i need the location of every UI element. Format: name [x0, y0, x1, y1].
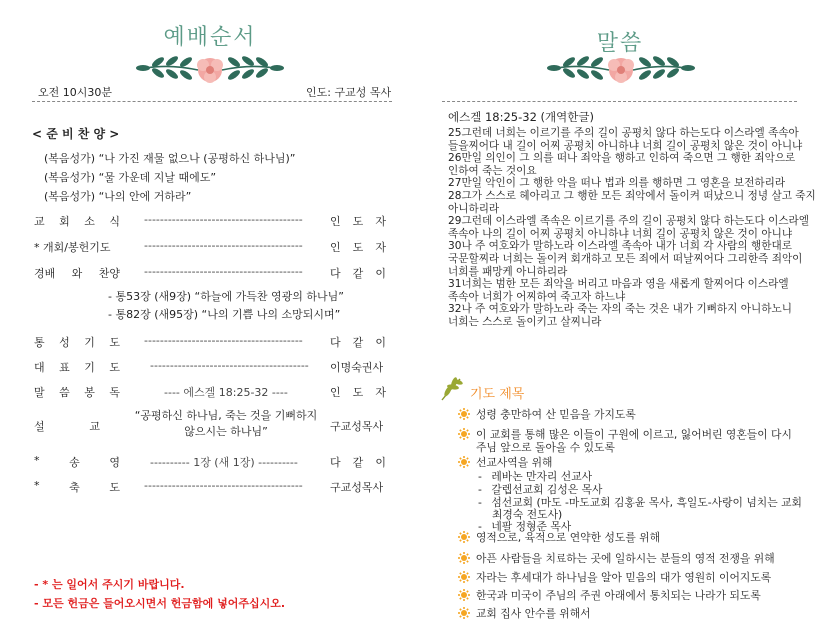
praise-song: (복음성가) “물 가운데 지날 때에도” [44, 171, 217, 184]
verse-line: 인하여 죽는 것이요 [448, 164, 537, 177]
sun-bullet-icon [458, 552, 470, 564]
verse-line: 32나 주 여호와가 말하노라 죽는 자의 죽는 것은 내가 기뻐하지 아니하노니 [448, 303, 792, 316]
verse-line: 너희는 스스로 돌이키고 살찌니라 [448, 315, 602, 328]
mission-item: - 갈렙선교회 김성은 목사 [478, 483, 603, 496]
order-label: 대 표 기 도 [34, 361, 120, 374]
order-leader: 다 같 이 [330, 336, 386, 349]
order-label: * 개회/봉헌기도 [34, 241, 111, 254]
floral-ornament-icon [541, 52, 701, 88]
scripture-text [448, 127, 816, 329]
order-label: 경배 와 찬양 [34, 267, 120, 280]
divider [442, 101, 797, 102]
praise-heading: < 준 비 찬 양 > [32, 127, 120, 141]
sun-bullet-icon [458, 456, 470, 468]
prayer-title: 기도 제목 [470, 387, 525, 402]
hymn-line: - 통82장 (새95장) “나의 기쁨 나의 소망되시며” [108, 308, 341, 321]
verse-line: 아니하리라 [448, 202, 500, 215]
sermon-title: “공평하신 하나님, 죽는 것을 기뻐하지 않으시는 하나님” [134, 409, 318, 438]
order-label: 교 회 소 식 [34, 215, 120, 228]
sun-bullet-icon [458, 408, 470, 420]
verse-line: 들을찌어다 내 길이 어찌 공평치 아니하냐 너희 길이 공평치 않은 것이 아니냐 [448, 139, 803, 152]
verse-line: 25그런데 너희는 이르기를 주의 길이 공평치 않다 하는도다 이스라엘 족속아 [448, 127, 799, 139]
verse-line: 29그런데 이스라엘 족속은 이르기를 주의 길이 공평치 않다 하는도다 이스라엘 [448, 215, 810, 228]
verse-line: 26만일 의인이 그 의를 떠나 죄악을 행하고 인하여 죽으면 그 행한 죄악으로 [448, 152, 796, 165]
verse-line: 30나 주 여호와가 말하노라 이스라엘 족속아 내가 너희 각 사람의 행한대로 [448, 240, 792, 253]
order-label: * 송 영 [34, 454, 120, 469]
offering-note: - 모든 헌금은 들어오시면서 헌금함에 넣어주십시오. [34, 597, 286, 610]
order-leader: 구교성목사 [330, 481, 384, 494]
order-leader: 인 도 자 [330, 215, 386, 228]
order-leader: 다 같 이 [330, 267, 386, 280]
order-leader: 인 도 자 [330, 386, 386, 399]
verse-line: 27만일 악인이 그 행한 악을 떠나 법과 의를 행하면 그 영혼을 보전하리라 [448, 177, 786, 190]
leaf-sprig-icon [438, 376, 464, 402]
order-label: 통 성 기 도 [34, 336, 120, 349]
service-time: 오전 10시30분 [38, 86, 112, 99]
order-dashes: ---------------------------------------- [144, 265, 303, 278]
verse-line: 족속아 나의 길이 어찌 공평치 아니하냐 너희 길이 공평치 않은 것이 아니냐 [448, 227, 793, 240]
order-dashes: ---------------------------------------- [144, 213, 303, 226]
divider [32, 101, 392, 102]
standing-note: - * 는 일어서 주시기 바랍니다. [34, 578, 185, 591]
sun-bullet-icon [458, 531, 470, 543]
praise-song: (복음성가) “나 가진 재물 없으나 (공평하신 하나님)” [44, 152, 296, 165]
order-dashes: ---------------------------------------- [144, 479, 303, 492]
praise-song: (복음성가) “나의 안에 거하라” [44, 190, 192, 203]
order-dashes: ---------------------------------------- [144, 334, 303, 347]
verse-line: 28그가 스스로 헤아리고 그 행한 모든 죄악에서 돌이켜 떠났으니 정녕 살고 죽지 [448, 189, 816, 202]
sun-bullet-icon [458, 607, 470, 619]
mission-item: - 레바논 만자리 선교사 [478, 470, 593, 483]
sun-bullet-icon [458, 428, 470, 440]
order-label: 설 교 [34, 420, 100, 433]
verse-line: 31너희는 범한 모든 죄악을 버리고 마음과 영을 새롭게 할찌어다 이스라엘 [448, 278, 789, 291]
scripture-reading: ---- 에스겔 18:25-32 ---- [164, 386, 288, 399]
scripture-reference: 에스겔 18:25-32 (개역한글) [448, 110, 594, 124]
order-leader: 구교성목사 [330, 420, 384, 433]
closing-hymn: ---------- 1장 (새 1장) ---------- [150, 456, 298, 469]
sun-bullet-icon [458, 589, 470, 601]
order-dashes: ---------------------------------------- [150, 359, 309, 372]
mission-item-continued: 최경숙 전도사) [492, 508, 563, 521]
order-dashes: ---------------------------------------- [144, 239, 303, 252]
sermon-panel-title: 말씀 [596, 31, 644, 56]
order-leader: 다 같 이 [330, 456, 386, 469]
mission-item: - 섬선교회 (마도 -마도교회 김홍윤 목사, 흑일도-사랑이 넘치는 교회 [478, 496, 802, 509]
verse-line: 족속아 너희가 어찌하여 죽고자 하느냐 [448, 290, 626, 303]
order-label: 말 씀 봉 독 [34, 386, 120, 399]
mission-item: - 네팔 정형준 목사 [478, 520, 572, 533]
sun-bullet-icon [458, 571, 470, 583]
order-label: * 축 도 [34, 479, 120, 494]
worship-order-title: 예배순서 [163, 25, 257, 50]
service-leader: 인도: 구교성 목사 [306, 86, 392, 99]
verse-line: 너희를 패망케 아니하리라 [448, 265, 568, 278]
order-leader: 인 도 자 [330, 241, 386, 254]
floral-ornament-icon [130, 52, 290, 88]
verse-line: 국문할찌라 너희는 돌이켜 회개하고 모든 죄에서 떠날찌어다 그리한즉 죄악이 [448, 252, 803, 265]
order-leader: 이명숙권사 [330, 361, 384, 374]
hymn-line: - 통53장 (새9장) “하늘에 가득찬 영광의 하나님” [108, 290, 344, 303]
